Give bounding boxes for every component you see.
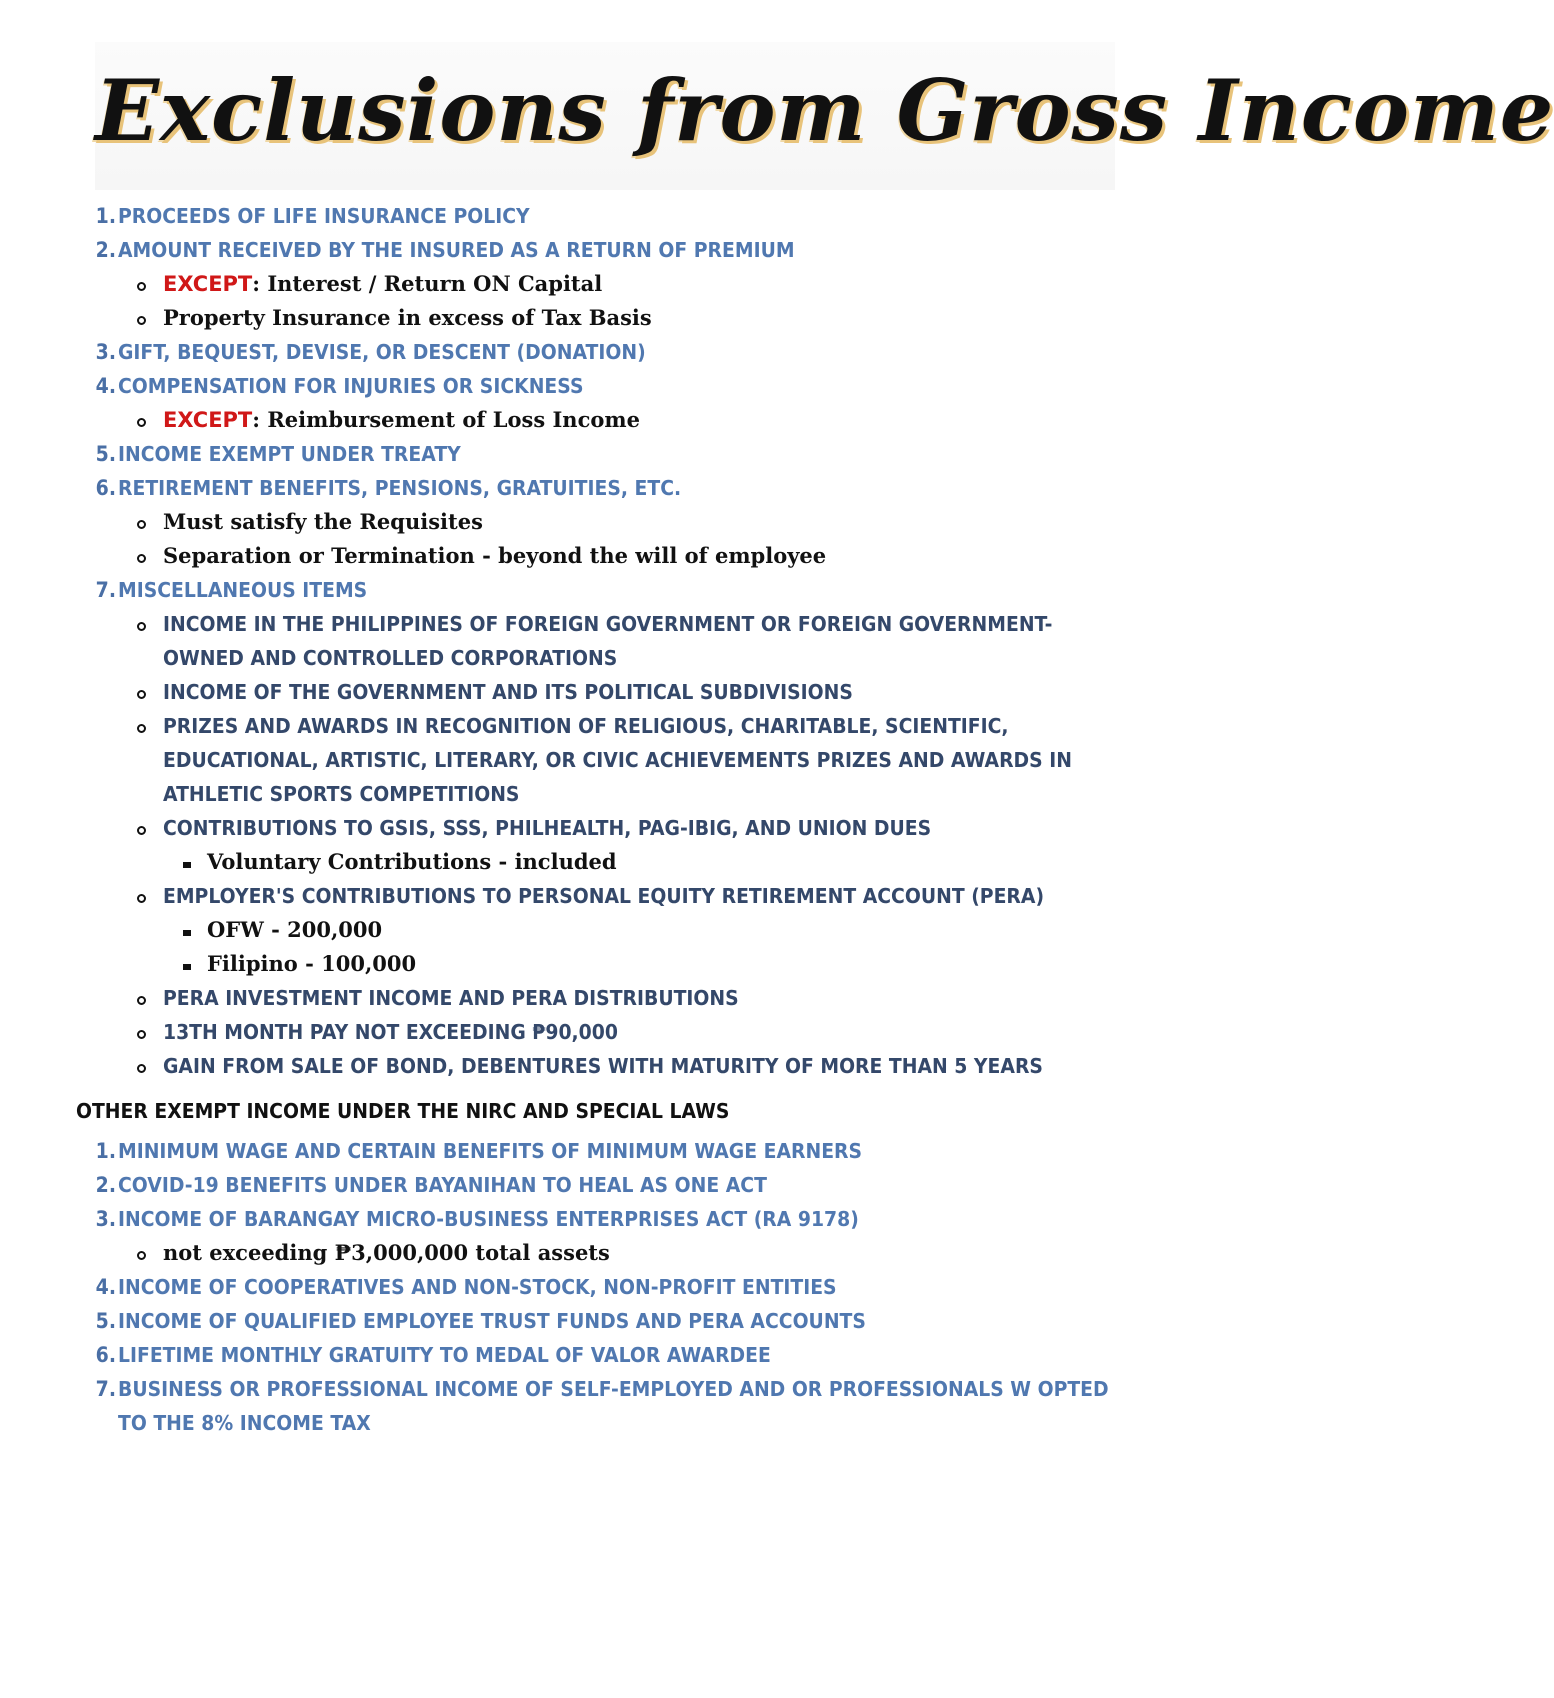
circle-bullet-icon	[137, 1251, 146, 1260]
except-label: EXCEPT	[163, 408, 253, 432]
misc-item: PERA INVESTMENT INCOME AND PERA DISTRIBUTIONS	[163, 986, 739, 1010]
exclusion-item: MISCELLANEOUS ITEMS	[118, 578, 368, 602]
list-number: 2.	[95, 238, 116, 262]
except-label: EXCEPT	[163, 272, 253, 296]
sub-item: not exceeding ₱3,000,000 total assets	[163, 1240, 610, 1265]
list-number: 6.	[95, 476, 116, 500]
sub-item	[163, 266, 602, 302]
other-item: MINIMUM WAGE AND CERTAIN BENEFITS OF MINIMUM WAGE EARNERS	[118, 1139, 863, 1163]
misc-item: GAIN FROM SALE OF BOND, DEBENTURES WITH MATURITY OF MORE THAN 5 YEARS	[163, 1054, 1043, 1078]
exclusion-item: GIFT, BEQUEST, DEVISE, OR DESCENT (DONATION)	[118, 340, 646, 364]
other-item: LIFETIME MONTHLY GRATUITY TO MEDAL OF VALOR AWARDEE	[118, 1343, 771, 1367]
circle-bullet-icon	[137, 690, 146, 699]
sub-sub-item: Voluntary Contributions - included	[207, 849, 617, 874]
title-banner	[95, 42, 1554, 190]
circle-bullet-icon	[137, 316, 146, 325]
misc-item: INCOME OF THE GOVERNMENT AND ITS POLITICAL SUBDIVISIONS	[163, 680, 853, 704]
circle-bullet-icon	[137, 996, 146, 1005]
circle-bullet-icon	[137, 622, 146, 631]
square-bullet-icon	[183, 862, 191, 868]
misc-item: INCOME IN THE PHILIPPINES OF FOREIGN GOVERNMENT OR FOREIGN GOVERNMENT-	[163, 612, 1053, 636]
sub-item: Property Insurance in excess of Tax Basis	[163, 305, 652, 330]
misc-item-continued: EDUCATIONAL, ARTISTIC, LITERARY, OR CIVIC ACHIEVEMENTS PRIZES AND AWARDS IN	[163, 748, 1072, 772]
circle-bullet-icon	[137, 1030, 146, 1039]
exclusion-item: RETIREMENT BENEFITS, PENSIONS, GRATUITIES, ETC.	[118, 476, 682, 500]
sub-item-text: : Interest / Return ON Capital	[252, 271, 603, 296]
list-number: 1.	[95, 1139, 116, 1163]
sub-item	[163, 402, 640, 438]
misc-item-continued: OWNED AND CONTROLLED CORPORATIONS	[163, 646, 618, 670]
misc-item: EMPLOYER'S CONTRIBUTIONS TO PERSONAL EQUITY RETIREMENT ACCOUNT (PERA)	[163, 884, 1045, 908]
list-number: 7.	[95, 1377, 116, 1401]
square-bullet-icon	[183, 964, 191, 970]
sub-sub-item: Filipino - 100,000	[207, 951, 417, 976]
circle-bullet-icon	[137, 520, 146, 529]
other-item: BUSINESS OR PROFESSIONAL INCOME OF SELF-EMPLOYED AND OR PROFESSIONALS W OPTED	[118, 1377, 1109, 1401]
exclusion-item: PROCEEDS OF LIFE INSURANCE POLICY	[118, 204, 530, 228]
exclusion-item: INCOME EXEMPT UNDER TREATY	[118, 442, 461, 466]
circle-bullet-icon	[137, 894, 146, 903]
circle-bullet-icon	[137, 1064, 146, 1073]
list-number: 6.	[95, 1343, 116, 1367]
list-number: 4.	[95, 1275, 116, 1299]
list-number: 3.	[95, 340, 116, 364]
list-number: 3.	[95, 1207, 116, 1231]
circle-bullet-icon	[137, 418, 146, 427]
misc-item: PRIZES AND AWARDS IN RECOGNITION OF RELIGIOUS, CHARITABLE, SCIENTIFIC,	[163, 714, 1009, 738]
exclusion-item: AMOUNT RECEIVED BY THE INSURED AS A RETURN OF PREMIUM	[118, 238, 795, 262]
circle-bullet-icon	[137, 282, 146, 291]
circle-bullet-icon	[137, 826, 146, 835]
page-title: Exclusions from Gross Income	[95, 61, 1554, 160]
other-item: INCOME OF BARANGAY MICRO-BUSINESS ENTERPRISES ACT (RA 9178)	[118, 1207, 859, 1231]
list-number: 2.	[95, 1173, 116, 1197]
misc-item: 13TH MONTH PAY NOT EXCEEDING ₱90,000	[163, 1020, 618, 1044]
other-item: INCOME OF COOPERATIVES AND NON-STOCK, NON-PROFIT ENTITIES	[118, 1275, 837, 1299]
sub-item: Must satisfy the Requisites	[163, 509, 483, 534]
square-bullet-icon	[183, 930, 191, 936]
circle-bullet-icon	[137, 724, 146, 733]
list-number: 5.	[95, 442, 116, 466]
other-item-continued: TO THE 8% INCOME TAX	[118, 1411, 371, 1435]
list-number: 5.	[95, 1309, 116, 1333]
list-number: 1.	[95, 204, 116, 228]
misc-item-continued: ATHLETIC SPORTS COMPETITIONS	[163, 782, 520, 806]
other-item: INCOME OF QUALIFIED EMPLOYEE TRUST FUNDS AND PERA ACCOUNTS	[118, 1309, 866, 1333]
misc-item: CONTRIBUTIONS TO GSIS, SSS, PHILHEALTH, PAG-IBIG, AND UNION DUES	[163, 816, 932, 840]
other-item: COVID-19 BENEFITS UNDER BAYANIHAN TO HEAL AS ONE ACT	[118, 1173, 767, 1197]
list-number: 4.	[95, 374, 116, 398]
list-number: 7.	[95, 578, 116, 602]
sub-sub-item: OFW - 200,000	[207, 917, 383, 942]
exclusion-item: COMPENSATION FOR INJURIES OR SICKNESS	[118, 374, 584, 398]
circle-bullet-icon	[137, 554, 146, 563]
sub-item: Separation or Termination - beyond the will of employee	[163, 543, 827, 568]
sub-item-text: : Reimbursement of Loss Income	[252, 407, 640, 432]
section-heading: OTHER EXEMPT INCOME UNDER THE NIRC AND SPECIAL LAWS	[76, 1099, 730, 1123]
